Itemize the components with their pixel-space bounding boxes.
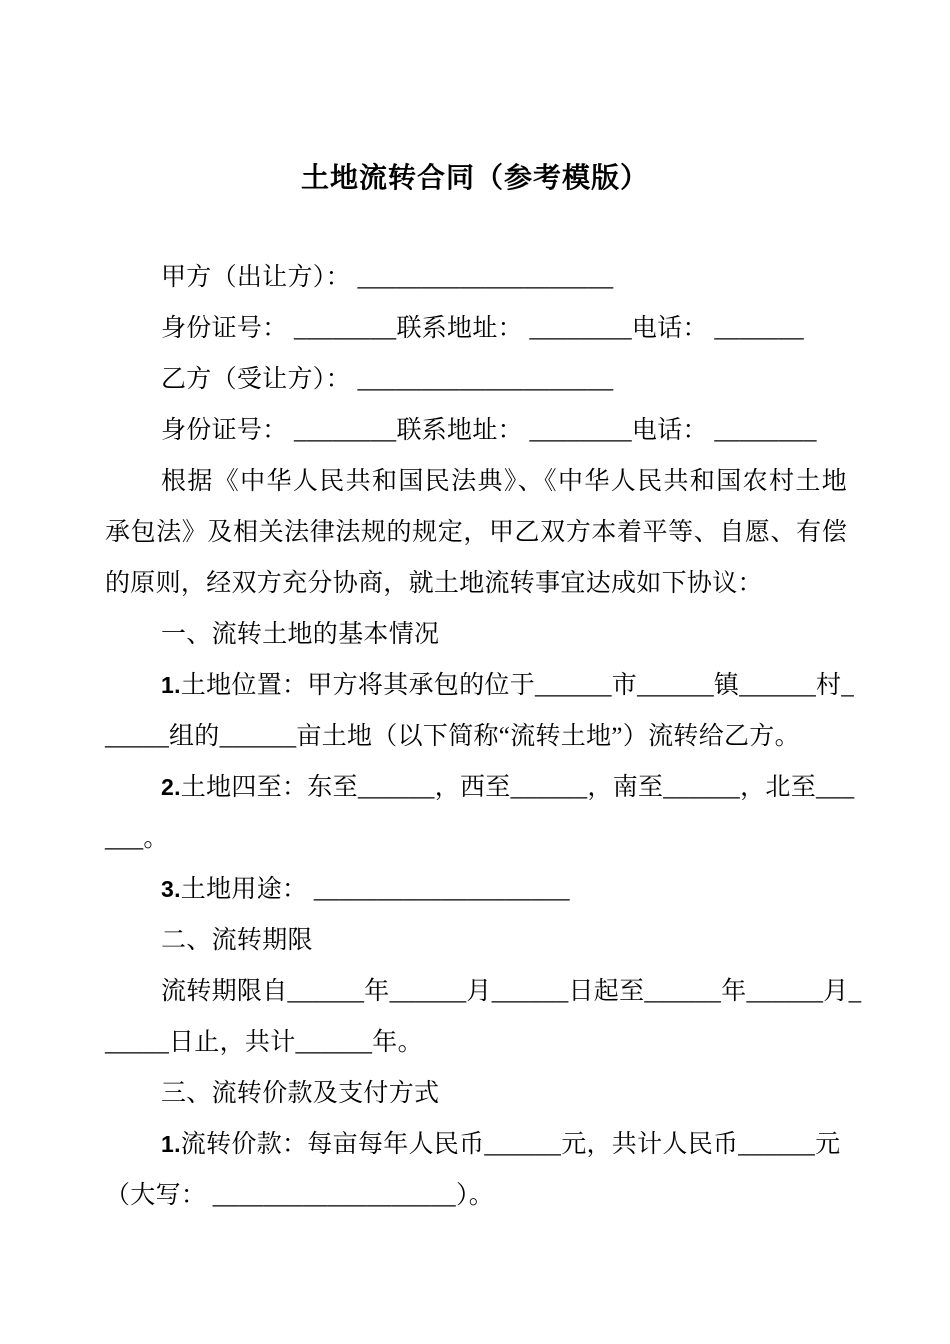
doc-line (105, 864, 847, 915)
doc-line: 甲方（出让方）： ____________________ (161, 264, 614, 291)
line-text: 土地用途： ____________________ (180, 876, 570, 903)
doc-line: 二、流转期限 (161, 927, 313, 954)
doc-line: （大写： ___________________）。 (105, 1182, 495, 1209)
doc-line (105, 762, 855, 813)
doc-line: 身份证号： ________联系地址： ________电话： _______ (161, 315, 804, 342)
doc-line: _____日止，共计______年。 (105, 1029, 423, 1056)
doc-line: 乙方（受让方）： ____________________ (161, 366, 614, 393)
doc-line (105, 1119, 847, 1170)
line-text: 土地四至：东至______，西至______，南至______，北至___ (180, 774, 855, 801)
list-number: 3. (161, 876, 181, 902)
doc-line: 承包法》及相关法律法规的规定，甲乙双方本着平等、自愿、有偿 (105, 519, 847, 546)
list-number: 1. (161, 1131, 181, 1157)
doc-line: 身份证号： ________联系地址： ________电话： ________ (161, 417, 817, 444)
line-text: 流转价款：每亩每年人民币______元，共计人民币______元 (180, 1131, 841, 1158)
doc-line: _____组的______亩土地（以下简称“流转土地”）流转给乙方。 (105, 723, 800, 750)
document-title: 土地流转合同（参考模版） (300, 163, 649, 194)
doc-line (105, 660, 855, 711)
doc-line: 根据《中华人民共和国民法典》、《中华人民共和国农村土地 (161, 468, 847, 495)
doc-line: 一、流转土地的基本情况 (161, 621, 440, 648)
list-number: 2. (161, 774, 181, 800)
doc-line: 流转期限自______年______月______日起至______年______月_ (161, 978, 862, 1005)
document-body (105, 252, 862, 1221)
doc-line: 的原则，经双方充分协商，就土地流转事宜达成如下协议： (105, 570, 763, 597)
doc-line: ___。 (105, 825, 169, 852)
doc-line: 三、流转价款及支付方式 (161, 1080, 440, 1107)
line-text: 土地位置：甲方将其承包的位于______市______镇______村_ (180, 672, 855, 699)
list-number: 1. (161, 672, 181, 698)
